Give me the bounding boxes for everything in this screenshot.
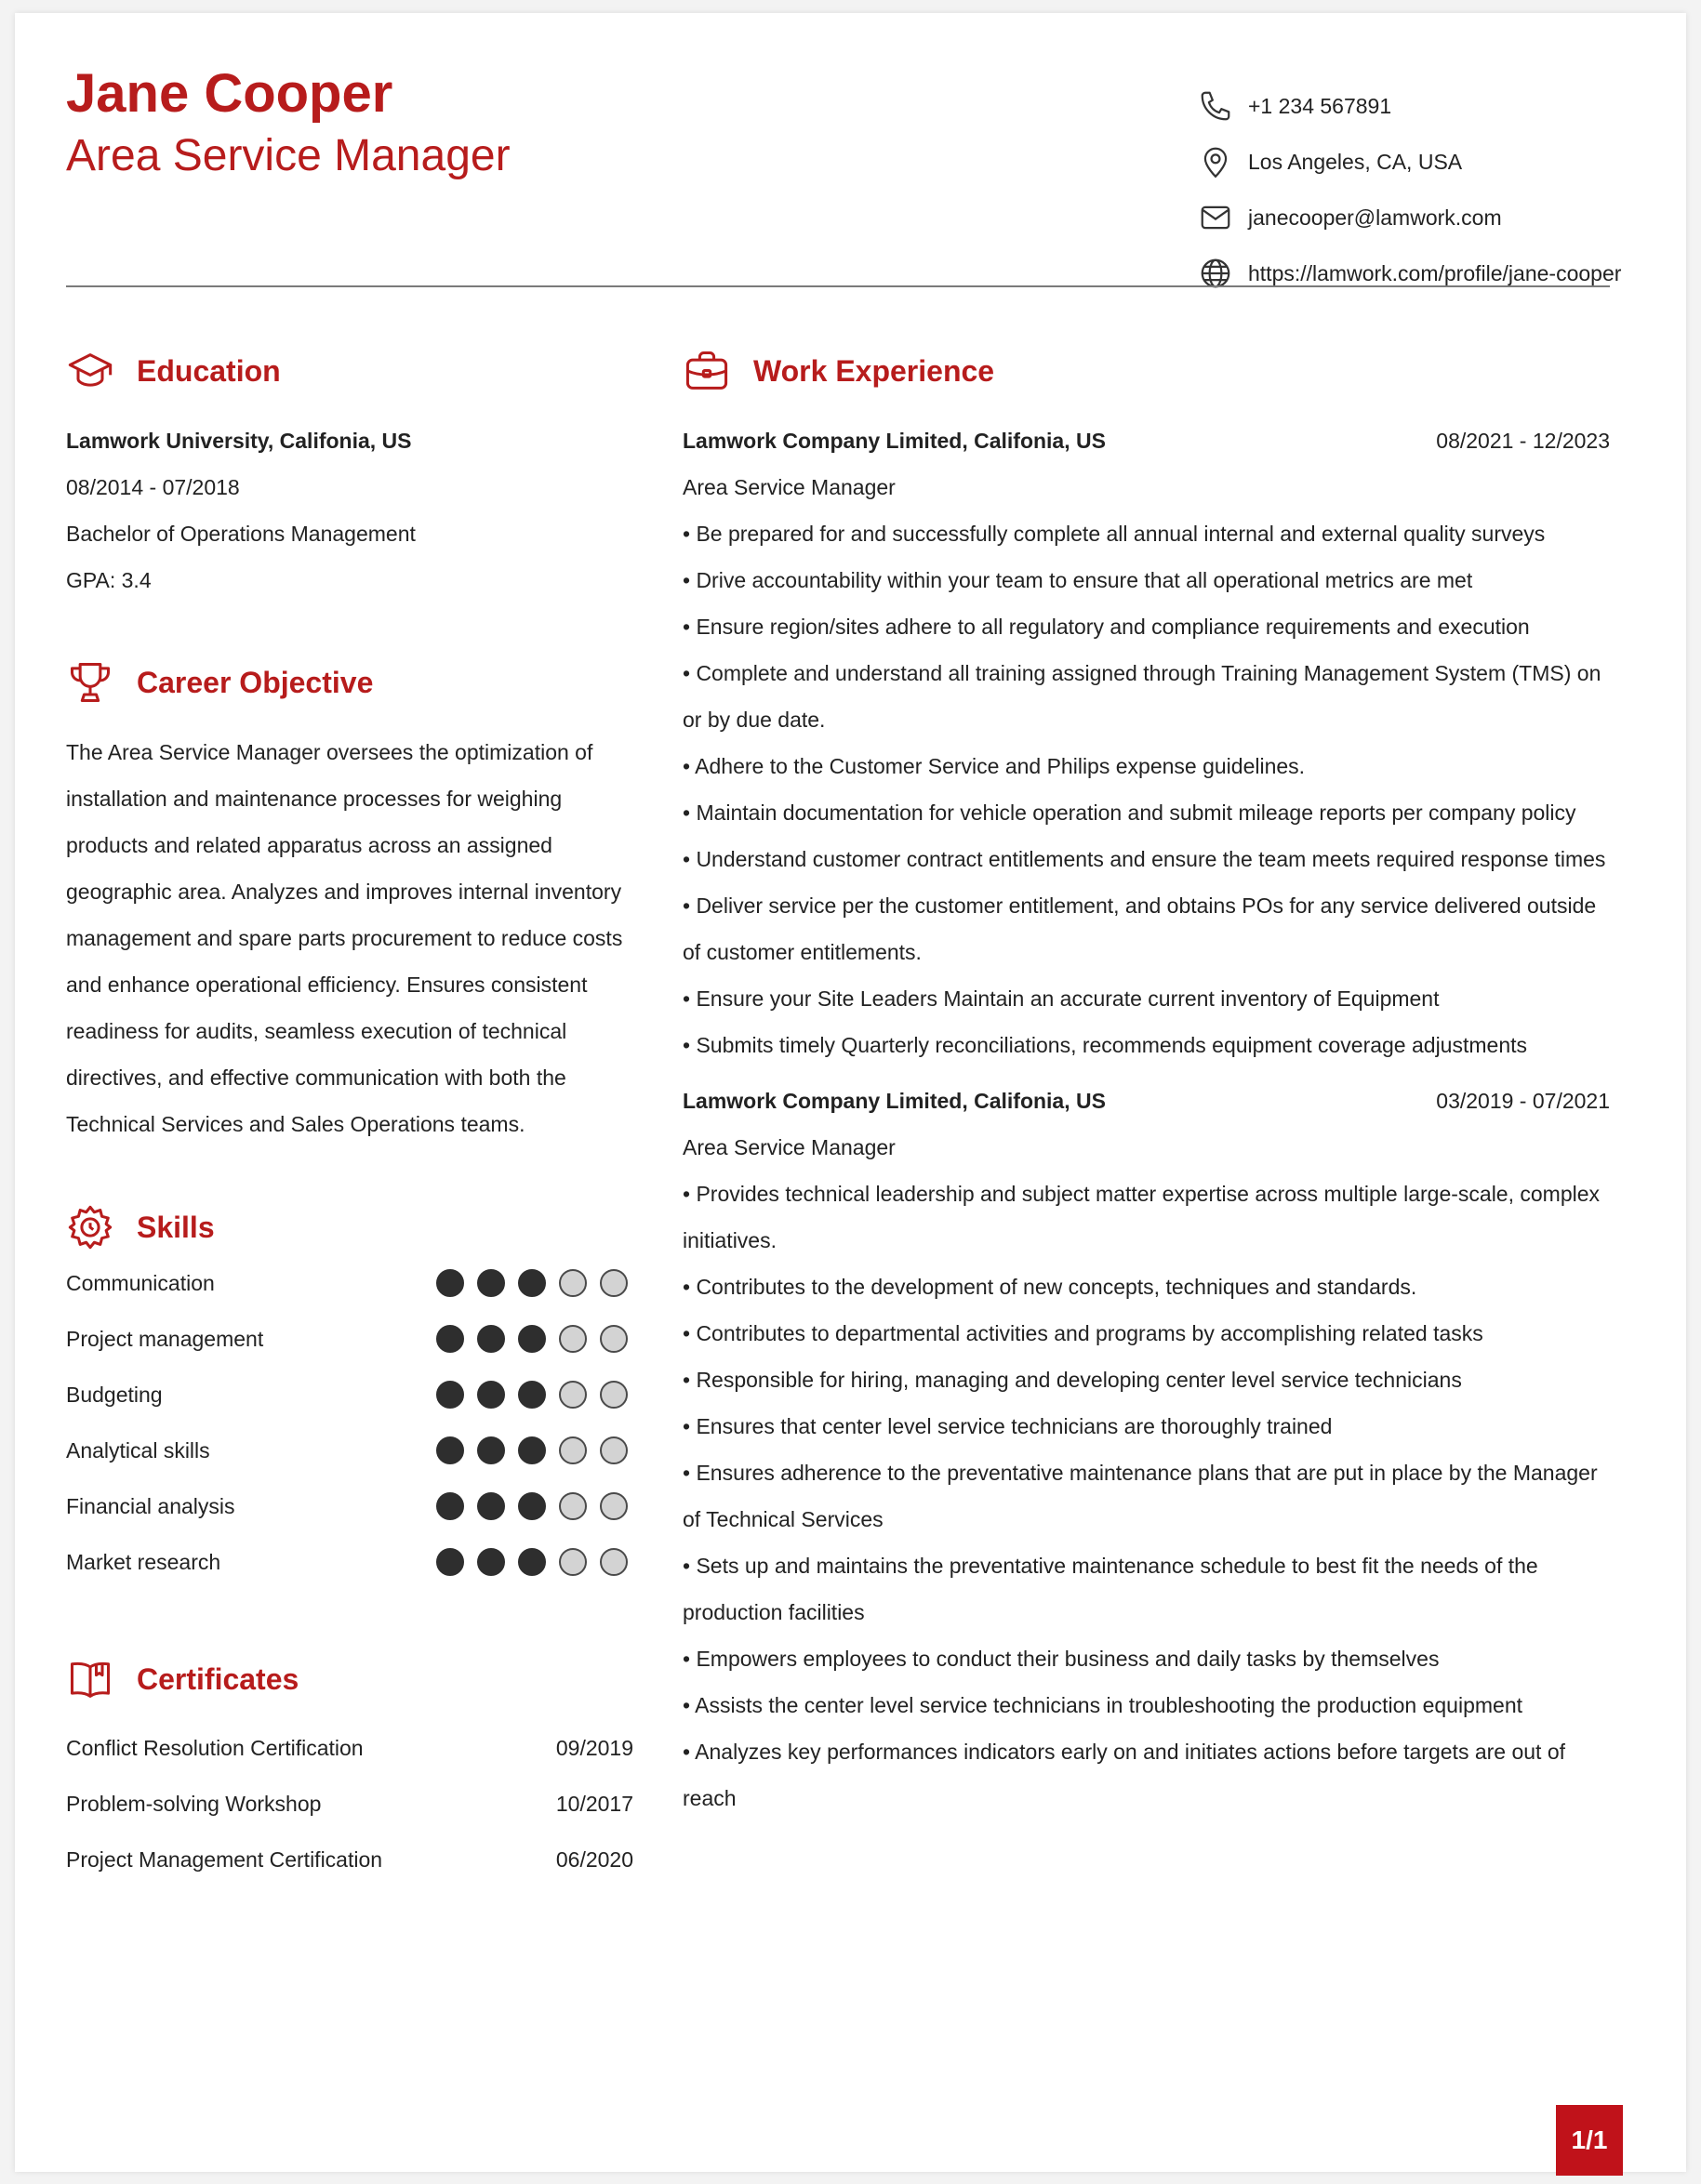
- skill-rating: [423, 1325, 628, 1353]
- job-bullet: • Understand customer contract entitlements and ensure the team meets required response times: [683, 847, 1606, 871]
- job-bullet: • Drive accountability within your team to ensure that all operational metrics are met: [683, 568, 1473, 592]
- work-title: Work Experience: [753, 353, 995, 388]
- certificate-row: [66, 1776, 633, 1832]
- education-dates: 08/2014 - 07/2018: [66, 475, 240, 499]
- skills-list: [66, 1255, 633, 1590]
- skill-rating: [423, 1492, 628, 1520]
- job-spacer: [683, 1068, 1610, 1078]
- rating-dot-empty: [600, 1325, 628, 1353]
- certificate-name: Conflict Resolution Certification: [66, 1735, 364, 1760]
- job-bullet: • Deliver service per the customer entitlement, and obtains POs for any service delivered outside of customer entitlements.: [683, 893, 1597, 964]
- rating-dot-empty: [559, 1548, 587, 1576]
- rating-dot-filled: [477, 1492, 505, 1520]
- job-dates: 03/2019 - 07/2021: [1436, 1088, 1610, 1113]
- skill-name: Project management: [66, 1326, 264, 1351]
- rating-dot-filled: [436, 1492, 464, 1520]
- education-degree: Bachelor of Operations Management: [66, 522, 416, 546]
- skill-row: [66, 1423, 633, 1478]
- job-header: [683, 1078, 1610, 1124]
- skill-row: [66, 1311, 633, 1367]
- page-indicator: 1/1: [1556, 2105, 1623, 2176]
- trophy-icon: [66, 658, 114, 707]
- certificate-row: [66, 1832, 633, 1887]
- email-text: janecooper@lamwork.com: [1248, 205, 1502, 230]
- candidate-role: Area Service Manager: [66, 131, 511, 180]
- certificate-date: 06/2020: [555, 1846, 633, 1872]
- skill-name: Market research: [66, 1549, 221, 1574]
- rating-dot-empty: [559, 1381, 587, 1409]
- certificate-date: 10/2017: [555, 1791, 633, 1816]
- job-bullet: • Ensures adherence to the preventative maintenance plans that are put in place by the Manager of Technical Services: [683, 1461, 1598, 1531]
- rating-dot-filled: [518, 1436, 546, 1464]
- gear-icon: [66, 1203, 114, 1251]
- phone-icon: [1198, 88, 1233, 124]
- rating-dot-empty: [559, 1269, 587, 1297]
- skill-rating: [423, 1269, 628, 1297]
- skill-name: Communication: [66, 1270, 215, 1295]
- skill-rating: [423, 1548, 628, 1576]
- certificates-title: Certificates: [137, 1661, 299, 1696]
- job-bullet: • Responsible for hiring, managing and developing center level service technicians: [683, 1368, 1462, 1392]
- graduation-cap-icon: [66, 347, 114, 395]
- job-bullet: • Assists the center level service technicians in troubleshooting the production equipment: [683, 1693, 1523, 1717]
- rating-dot-empty: [600, 1548, 628, 1576]
- skill-rating: [423, 1436, 628, 1464]
- rating-dot-empty: [600, 1269, 628, 1297]
- rating-dot-filled: [518, 1269, 546, 1297]
- rating-dot-filled: [518, 1325, 546, 1353]
- rating-dot-empty: [559, 1325, 587, 1353]
- job-company: Lamwork Company Limited, Califonia, US: [683, 1088, 1106, 1113]
- rating-dot-empty: [600, 1436, 628, 1464]
- skill-rating: [423, 1381, 628, 1409]
- rating-dot-filled: [436, 1548, 464, 1576]
- job-header: [683, 417, 1610, 464]
- objective-header: [66, 655, 373, 710]
- resume-page: [15, 13, 1686, 2172]
- contact-list: [1198, 78, 1621, 301]
- work-list: [683, 417, 1610, 1821]
- job-bullet: • Adhere to the Customer Service and Philips expense guidelines.: [683, 754, 1306, 778]
- job-bullet: • Contributes to departmental activities and programs by accomplishing related tasks: [683, 1321, 1483, 1345]
- rating-dot-filled: [477, 1548, 505, 1576]
- skill-name: Analytical skills: [66, 1437, 210, 1463]
- phone-text: +1 234 567891: [1248, 93, 1392, 118]
- skill-row: [66, 1367, 633, 1423]
- skill-name: Financial analysis: [66, 1493, 235, 1518]
- contact-website: [1198, 245, 1621, 301]
- certificates-header: [66, 1651, 299, 1707]
- skills-header: [66, 1199, 215, 1255]
- job-bullet: • Sets up and maintains the preventative maintenance schedule to best fit the needs of the production facilities: [683, 1554, 1538, 1624]
- contact-phone: [1198, 78, 1621, 134]
- rating-dot-filled: [436, 1436, 464, 1464]
- job-bullet: • Ensure region/sites adhere to all regulatory and compliance requirements and execution: [683, 615, 1530, 639]
- skill-row: [66, 1478, 633, 1534]
- candidate-name: Jane Cooper: [66, 63, 393, 124]
- contact-location: [1198, 134, 1621, 190]
- skills-title: Skills: [137, 1210, 215, 1244]
- rating-dot-filled: [477, 1381, 505, 1409]
- rating-dot-empty: [559, 1492, 587, 1520]
- rating-dot-filled: [477, 1436, 505, 1464]
- rating-dot-filled: [436, 1325, 464, 1353]
- education-header: [66, 343, 281, 399]
- rating-dot-filled: [477, 1325, 505, 1353]
- certificate-name: Problem-solving Workshop: [66, 1791, 322, 1816]
- job-bullet: • Empowers employees to conduct their business and daily tasks by themselves: [683, 1647, 1440, 1671]
- rating-dot-filled: [518, 1492, 546, 1520]
- education-school: Lamwork University, Califonia, US: [66, 429, 412, 453]
- briefcase-icon: [683, 347, 731, 395]
- rating-dot-empty: [600, 1492, 628, 1520]
- job-bullet: • Ensures that center level service technicians are thoroughly trained: [683, 1414, 1333, 1438]
- objective-title: Career Objective: [137, 665, 374, 699]
- certificate-name: Project Management Certification: [66, 1846, 383, 1872]
- job-bullet: • Complete and understand all training assigned through Training Management System (TMS) on or by due date.: [683, 661, 1601, 732]
- certificate-row: [66, 1720, 633, 1776]
- job-bullet: • Contributes to the development of new concepts, techniques and standards.: [683, 1275, 1417, 1299]
- skill-row: [66, 1534, 633, 1590]
- work-header: [683, 343, 994, 399]
- rating-dot-empty: [559, 1436, 587, 1464]
- job-company: Lamwork Company Limited, Califonia, US: [683, 428, 1106, 453]
- mail-icon: [1198, 200, 1233, 235]
- rating-dot-filled: [436, 1269, 464, 1297]
- rating-dot-filled: [518, 1381, 546, 1409]
- rating-dot-filled: [518, 1548, 546, 1576]
- website-text: https://lamwork.com/profile/jane-cooper: [1248, 260, 1622, 285]
- certificates-list: [66, 1720, 633, 1887]
- contact-email: [1198, 190, 1621, 245]
- book-icon: [66, 1655, 114, 1703]
- rating-dot-filled: [477, 1269, 505, 1297]
- header-divider: [66, 285, 1610, 287]
- location-pin-icon: [1198, 144, 1233, 179]
- job-bullet: • Maintain documentation for vehicle operation and submit mileage reports per company policy: [683, 801, 1576, 825]
- job-dates: 08/2021 - 12/2023: [1436, 428, 1610, 453]
- objective-text: The Area Service Manager oversees the optimization of installation and maintenance processes for weighing products and related apparatus across an assigned geographic area. Analyzes and improves internal inventory management and spare parts procurement to reduce costs and enhance operational efficiency. Ensures consistent readiness for audits, seamless execution of technical directives, and effective communication with both the Technical Services and Sales Operations teams.: [66, 740, 623, 1136]
- skill-name: Budgeting: [66, 1382, 163, 1407]
- job-bullet: • Be prepared for and successfully complete all annual internal and external quality surveys: [683, 522, 1546, 546]
- rating-dot-filled: [436, 1381, 464, 1409]
- job-bullet: • Analyzes key performances indicators early on and initiates actions before targets are out of reach: [683, 1740, 1566, 1810]
- certificate-date: 09/2019: [555, 1735, 633, 1760]
- job-title: Area Service Manager: [683, 1135, 896, 1159]
- job-bullet: • Submits timely Quarterly reconciliations, recommends equipment coverage adjustments: [683, 1033, 1527, 1057]
- location-text: Los Angeles, CA, USA: [1248, 149, 1463, 174]
- job-title: Area Service Manager: [683, 475, 896, 499]
- job-bullet: • Ensure your Site Leaders Maintain an accurate current inventory of Equipment: [683, 986, 1440, 1011]
- education-gpa: GPA: 3.4: [66, 568, 152, 592]
- job-bullet: • Provides technical leadership and subject matter expertise across multiple large-scale, complex initiatives.: [683, 1182, 1601, 1252]
- education-title: Education: [137, 353, 281, 388]
- rating-dot-empty: [600, 1381, 628, 1409]
- skill-row: [66, 1255, 633, 1311]
